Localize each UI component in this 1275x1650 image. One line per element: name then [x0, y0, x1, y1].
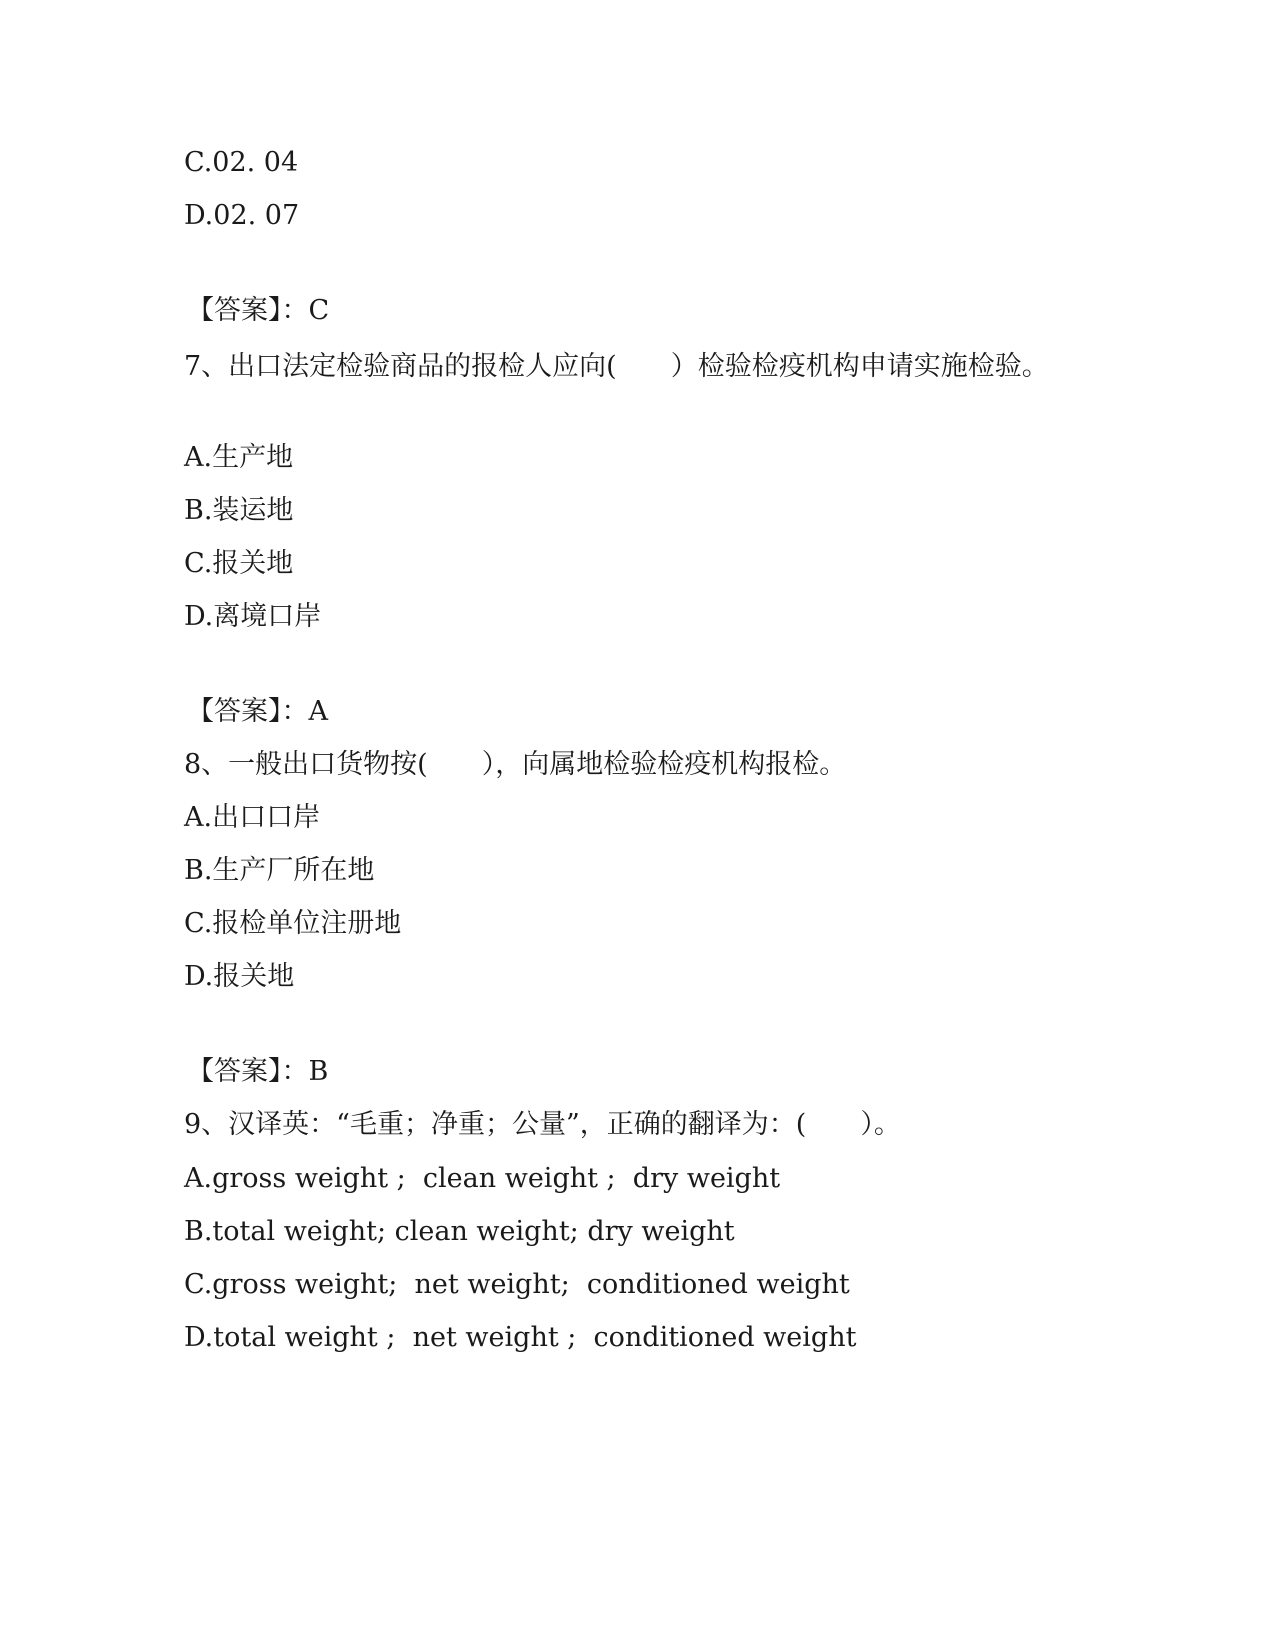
q7-option-b: B.装运地	[184, 495, 294, 526]
q8-question: 8、一般出口货物按( ），向属地检验检疫机构报检。	[184, 749, 847, 780]
q7-answer: 【答案】：A	[187, 696, 328, 727]
q9-option-b: B.total weight; clean weight; dry weight	[184, 1216, 735, 1247]
q9-option-a: A.gross weight ; clean weight ; dry weight	[184, 1163, 781, 1194]
q8-option-a: A.出口口岸	[184, 802, 321, 833]
q6-answer: 【答案】：C	[187, 295, 330, 326]
q8-answer: 【答案】：B	[187, 1056, 329, 1087]
q6-option-c: C.02. 04	[184, 147, 299, 178]
q7-option-a: A.生产地	[184, 442, 294, 473]
q8-option-b: B.生产厂所在地	[184, 855, 375, 886]
q7-option-c: C.报关地	[184, 548, 294, 579]
q7-question: 7、出口法定检验商品的报检人应向( ）检验检疫机构申请实施检验。	[184, 351, 1049, 382]
q9-option-c: C.gross weight; net weight; conditioned weight	[184, 1269, 850, 1300]
q6-option-d: D.02. 07	[184, 200, 300, 231]
q8-option-c: C.报检单位注册地	[184, 908, 402, 939]
q9-option-d: D.total weight ; net weight ; conditioned weight	[184, 1322, 857, 1353]
q8-option-d: D.报关地	[184, 961, 295, 992]
q9-question: 9、汉译英：“毛重；净重；公量”，正确的翻译为：( ）。	[184, 1109, 901, 1140]
q7-option-d: D.离境口岸	[184, 601, 322, 632]
